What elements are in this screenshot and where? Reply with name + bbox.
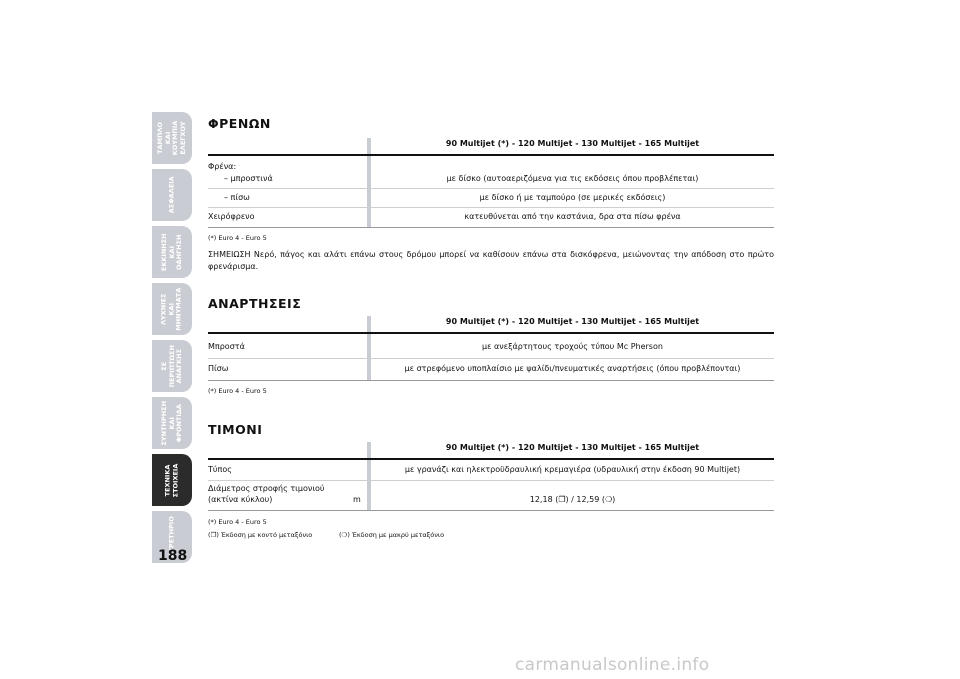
tab-label: ΑΣΦΑΛΕΙΑ <box>167 176 176 214</box>
row-divider <box>208 188 774 189</box>
table-row <box>208 484 774 508</box>
column-header: 90 Multijet (*) - 120 Multijet - 130 Multijet - 165 Multijet <box>445 139 700 148</box>
row-divider <box>208 510 774 511</box>
row-label: Μπροστά <box>208 342 245 351</box>
header-rule <box>208 332 774 334</box>
tab-label: ΕΚΚΙΝΗΣΗ ΚΑΙ ΟΔΗΓΗΣΗ <box>159 233 183 271</box>
row-value: με δίσκο ή με ταμπούρο (σε μερικές εκδόσεις) <box>479 193 666 202</box>
row-value: 12,18 (❐) / 12,59 (❍) <box>529 495 616 504</box>
warning-note: ΣΗΜΕΙΩΣΗ Νερό, πάγος και αλάτι επάνω στους δρόμου μπορεί να καθίσουν επάνω στα δισκόφρενα, μειώνοντας την απόδοση στο πρώτο φρενάρισμα. <box>208 250 774 271</box>
legend-long-wheelbase: (❍) Έκδοση με μακρύ μεταξόνιο <box>339 531 445 539</box>
row-label: Πίσω <box>208 364 229 373</box>
row-label: Χειρόφρενο <box>208 212 255 221</box>
tab-label: ΤΕΧΝΙΚΑ ΣΤΟΙΧΕΙΑ <box>163 463 179 497</box>
row-label: – μπροστινά <box>224 174 273 183</box>
tab-label: ΣΥΝΤΗΡΗΣΗ ΚΑΙ ΦΡΟΝΤΙΔΑ <box>159 400 183 446</box>
unit-label: m <box>353 495 361 504</box>
section-title: ΑΝΑΡΤΗΣΕΙΣ <box>208 296 302 311</box>
row-label: – πίσω <box>224 193 250 202</box>
row-divider <box>208 480 774 481</box>
tab-warning-lights[interactable] <box>152 283 192 335</box>
column-header: 90 Multijet (*) - 120 Multijet - 130 Multijet - 165 Multijet <box>445 443 700 452</box>
header-rule <box>208 154 774 156</box>
page-number: 188 <box>158 548 188 564</box>
row-value: με γρανάζι και ηλεκτροϋδραυλική κρεμαγιέρα (υδραυλική στην έκδοση 90 Multijet) <box>404 465 741 474</box>
column-header: 90 Multijet (*) - 120 Multijet - 130 Multijet - 165 Multijet <box>445 317 700 326</box>
tab-technical-data[interactable] <box>152 454 192 506</box>
footnote: (*) Euro 4 - Euro 5 <box>208 387 267 395</box>
tab-label: ΣΕ ΠΕΡΙΠΤΩΣΗ ΑΝΑΓΚΗΣ <box>159 344 183 388</box>
row-value: με δίσκο (αυτοαεριζόμενα για τις εκδόσεις όπου προβλέπεται) <box>446 174 699 183</box>
header-rule <box>208 458 774 460</box>
row-label: Τύπος <box>208 465 232 474</box>
footnote: (*) Euro 4 - Euro 5 <box>208 518 267 526</box>
watermark: carmanualsonline.info <box>515 655 710 675</box>
row-label: (ακτίνα κύκλου) <box>208 495 273 504</box>
legend-short-wheelbase: (❐) Έκδοση με κοντό μεταξόνιο <box>208 531 313 539</box>
tab-label: ΛΥΧΝΙΕΣ ΚΑΙ ΜΗΝΥΜΑΤΑ <box>159 287 183 331</box>
section-title: ΦΡΕΝΩΝ <box>208 116 271 131</box>
tab-maintenance[interactable] <box>152 397 192 449</box>
row-divider <box>208 227 774 228</box>
tab-safety[interactable] <box>152 169 192 221</box>
row-divider <box>208 358 774 359</box>
row-label: Φρένα: <box>208 162 237 171</box>
row-label: Διάμετρος στροφής τιμονιού <box>208 484 325 493</box>
footnote: (*) Euro 4 - Euro 5 <box>208 234 267 242</box>
row-value: με ανεξάρτητους τροχούς τύπου Mc Pherson <box>482 342 663 351</box>
tab-emergency[interactable] <box>152 340 192 392</box>
tab-label: ΤΑΜΠΛΟ ΚΑΙ ΚΟΥΜΠΙΑ ΕΛΕΓΧΟΥ <box>156 120 187 156</box>
tab-dashboard[interactable] <box>152 112 192 164</box>
section-title: ΤΙΜΟΝΙ <box>208 422 263 437</box>
row-divider <box>208 207 774 208</box>
row-value: με στρεφόμενο υποπλαίσιο με ψαλίδι/πνευματικές αναρτήσεις (όπου προβλέπονται) <box>404 364 741 373</box>
tab-starting-driving[interactable] <box>152 226 192 278</box>
tab-label: ΕΥΡΕΤΗΡΙΟ <box>167 516 176 558</box>
row-divider <box>208 380 774 381</box>
row-value: κατευθύνεται από την καστάνια, δρα στα πίσω φρένα <box>464 212 681 221</box>
